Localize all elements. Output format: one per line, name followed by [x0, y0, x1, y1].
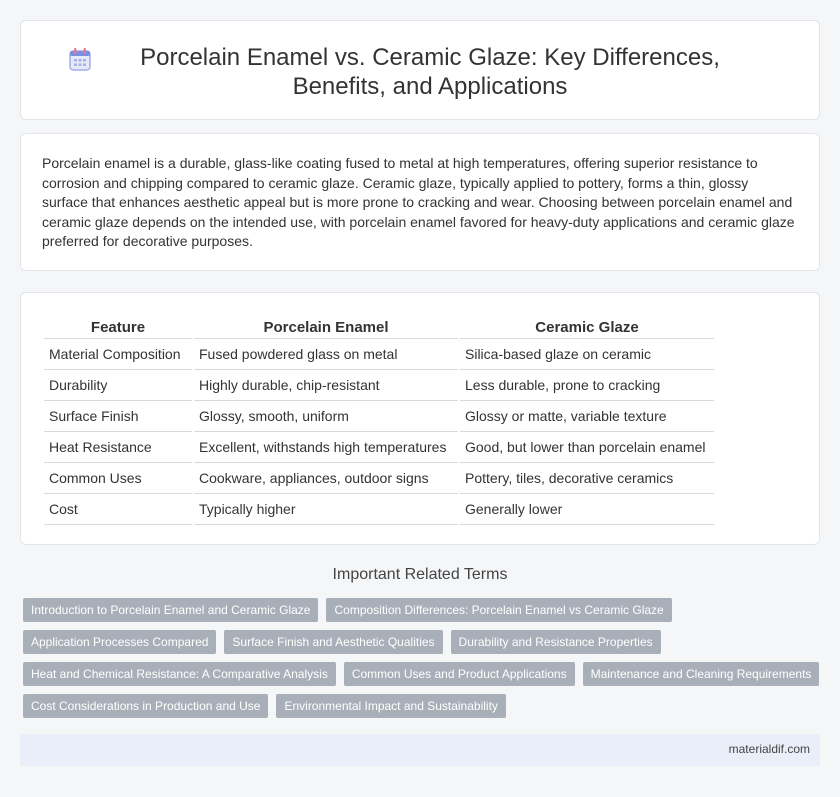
table-header-cell: Ceramic Glaze	[460, 317, 714, 339]
comparison-table-card	[20, 292, 820, 545]
table-row	[44, 339, 714, 370]
table-cell: Pottery, tiles, decorative ceramics	[460, 463, 714, 494]
table-cell: Material Composition	[44, 339, 192, 370]
table-cell: Highly durable, chip-resistant	[194, 370, 458, 401]
table-row	[44, 401, 714, 432]
intro-paragraph: Porcelain enamel is a durable, glass-like coating fused to metal at high temperatures, offering superior resistance to corrosion and chipping compared to ceramic glaze. Ceramic glaze, typically applied to pottery, forms a thin, glossy surface that enhances aesthetic appeal but is more prone to cracking and wear. Choosing between porcelain enamel and ceramic glaze depends on the intended use, with porcelain enamel favored for heavy-duty applications and ceramic glaze preferred for decorative purposes.	[42, 155, 795, 250]
comparison-table	[42, 317, 716, 525]
table-cell: Good, but lower than porcelain enamel	[460, 432, 714, 463]
related-term-tag[interactable]: Composition Differences: Porcelain Enamel vs Ceramic Glaze	[326, 598, 671, 622]
table-row	[44, 494, 714, 525]
related-term-tag[interactable]: Surface Finish and Aesthetic Qualities	[224, 630, 442, 654]
table-cell: Common Uses	[44, 463, 192, 494]
table-header-cell: Feature	[44, 317, 192, 339]
table-row	[44, 370, 714, 401]
related-term-tag[interactable]: Application Processes Compared	[23, 630, 216, 654]
table-cell: Less durable, prone to cracking	[460, 370, 714, 401]
related-term-tag[interactable]: Common Uses and Product Applications	[344, 662, 575, 686]
table-cell: Generally lower	[460, 494, 714, 525]
table-cell: Typically higher	[194, 494, 458, 525]
table-cell: Durability	[44, 370, 192, 401]
table-row	[44, 463, 714, 494]
table-header-row	[44, 317, 714, 339]
related-term-tag[interactable]: Cost Considerations in Production and Use	[23, 694, 268, 718]
table-cell: Excellent, withstands high temperatures	[194, 432, 458, 463]
intro-card	[20, 133, 820, 271]
page-title: Porcelain Enamel vs. Ceramic Glaze: Key Differences, Benefits, and Applications	[140, 44, 720, 100]
related-terms-heading: Important Related Terms	[332, 566, 508, 583]
table-row	[44, 432, 714, 463]
related-term-tag[interactable]: Introduction to Porcelain Enamel and Ceramic Glaze	[23, 598, 318, 622]
related-term-tag[interactable]: Durability and Resistance Properties	[451, 630, 661, 654]
table-cell: Glossy, smooth, uniform	[194, 401, 458, 432]
table-cell: Silica-based glaze on ceramic	[460, 339, 714, 370]
table-cell: Heat Resistance	[44, 432, 192, 463]
related-term-tag[interactable]: Environmental Impact and Sustainability	[276, 694, 505, 718]
related-term-tag[interactable]: Heat and Chemical Resistance: A Comparative Analysis	[23, 662, 336, 686]
related-term-tag[interactable]: Maintenance and Cleaning Requirements	[583, 662, 820, 686]
related-terms-list	[23, 598, 823, 718]
footer-bar	[20, 734, 820, 766]
table-header-cell: Porcelain Enamel	[194, 317, 458, 339]
table-cell: Glossy or matte, variable texture	[460, 401, 714, 432]
footer-site-link[interactable]: materialdif.com	[728, 742, 810, 756]
table-cell: Fused powdered glass on metal	[194, 339, 458, 370]
table-cell: Cookware, appliances, outdoor signs	[194, 463, 458, 494]
table-cell: Surface Finish	[44, 401, 192, 432]
table-cell: Cost	[44, 494, 192, 525]
header-card	[20, 20, 820, 120]
